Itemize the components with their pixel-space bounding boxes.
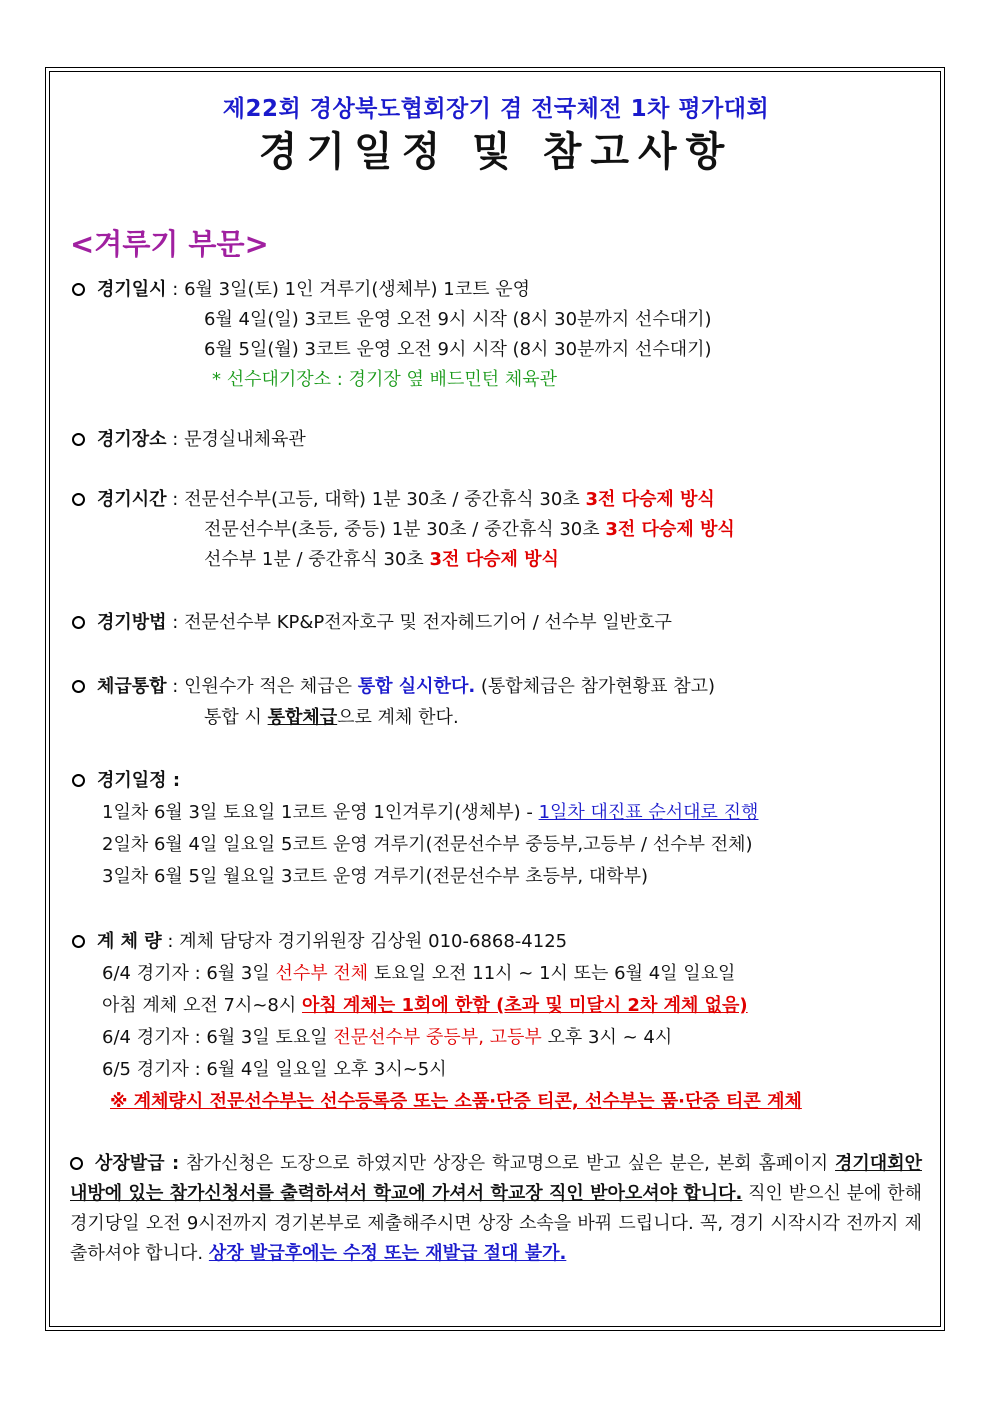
weigh-line-3: 6/4 경기자 : 6월 3일 토요일 전문선수부 중등부, 고등부 오후 3시 ~ 4시 — [102, 1027, 673, 1048]
weigh-line-1: 6/4 경기자 : 6월 3일 선수부 전체 토요일 오전 11시 ~ 1시 또는 6월 4일 일요일 — [102, 963, 736, 984]
circle-bullet-icon — [72, 433, 85, 446]
merge-highlight: 통합 실시한다. — [357, 676, 476, 697]
schedule-line-1: 6월 3일(토) 1인 겨루기(생체부) 1코트 운영 — [184, 279, 531, 300]
match-format-highlight: 3전 다승제 방식 — [605, 519, 735, 540]
merged-class-term: 통합체급 — [267, 707, 338, 728]
time-row: 경기시간 : 전문선수부(고등, 대학) 1분 30초 / 중간휴식 30초 3전 다승제 방식 — [72, 489, 715, 511]
circle-bullet-icon — [72, 680, 85, 693]
games-row — [72, 770, 180, 792]
match-format-highlight: 3전 다승제 방식 — [429, 549, 559, 570]
venue-label: 경기장소 — [97, 429, 167, 450]
venue-row: 경기장소 : 문경실내체육관 — [72, 429, 306, 451]
games-day-1: 1일차 6월 3일 토요일 1코트 운영 1인겨루기(생체부) - 1일차 대진표 순서대로 진행 — [102, 802, 759, 823]
award-no-reissue: 상장 발급후에는 수정 또는 재발급 절대 불가. — [208, 1243, 567, 1264]
circle-bullet-icon — [72, 283, 85, 296]
merge-line-2: 통합 시 통합체급으로 계체 한다. — [204, 707, 459, 728]
circle-bullet-icon — [70, 1157, 83, 1170]
schedule-label: 경기일시 — [97, 279, 167, 300]
method-value: 전문선수부 KP&P전자호구 및 전자헤드기어 / 선수부 일반호구 — [184, 612, 672, 633]
circle-bullet-icon — [72, 493, 85, 506]
circle-bullet-icon — [72, 616, 85, 629]
weigh-label: 계 체 량 — [97, 931, 162, 952]
circle-bullet-icon — [72, 935, 85, 948]
award-instruction: 경기대회안내방에 있는 참가신청서를 출력하셔서 학교에 가셔서 학교장 직인 받아오셔야 합니다. — [70, 1153, 922, 1204]
weigh-line-2: 아침 계체 오전 7시~8시 아침 계체는 1회에 한함 (초과 및 미달시 2차 계체 없음) — [102, 995, 748, 1016]
weigh-id-notice: ※ 계체량시 전문선수부는 선수등록증 또는 소품·단증 티콘, 선수부는 품·단증 티콘 계체 — [110, 1091, 802, 1112]
time-line-2: 전문선수부(초등, 중등) 1분 30초 / 중간휴식 30초 3전 다승제 방식 — [204, 519, 735, 540]
time-label: 경기시간 — [97, 489, 167, 510]
weigh-line-4: 6/5 경기자 : 6월 4일 일요일 오후 3시~5시 — [102, 1059, 447, 1080]
time-line-3: 선수부 1분 / 중간휴식 30초 3전 다승제 방식 — [204, 549, 559, 570]
award-paragraph: 상장발급 : 참가신청은 도장으로 하였지만 상장은 학교명으로 받고 싶은 분은, 본회 홈페이지 경기대회안내방에 있는 참가신청서를 출력하셔서 학교에 가셔서 학교장 직인 받아오셔야 합니다. 직인 받으신 분에 한해 경기당일 오전 9시전까지 경기본부로 제출해주시면 상장 소속을 바꿔 드립니다. 꼭, 경기 시작시각 전까지 제출하셔야 합니다. 상장 발급후에는 수정 또는 재발급 절대 불가. — [70, 1153, 922, 1264]
games-label: 경기일정 : — [97, 770, 181, 791]
venue-value: 문경실내체육관 — [184, 429, 306, 450]
merge-label: 체급통합 — [97, 676, 167, 697]
day1-bracket-link[interactable]: 1일차 대진표 순서대로 진행 — [538, 802, 759, 823]
weigh-once-warning: 아침 계체는 1회에 한함 (초과 및 미달시 2차 계체 없음) — [301, 995, 748, 1016]
waiting-place-note: * 선수대기장소 : 경기장 옆 배드민턴 체육관 — [212, 369, 557, 390]
method-row: 경기방법 : 전문선수부 KP&P전자호구 및 전자헤드기어 / 선수부 일반호구 — [72, 612, 672, 634]
method-label: 경기방법 — [97, 612, 167, 633]
circle-bullet-icon — [72, 774, 85, 787]
schedule-row: 경기일시 : 6월 3일(토) 1인 겨루기(생체부) 1코트 운영 — [72, 279, 530, 301]
award-label: 상장발급 : — [95, 1153, 180, 1174]
schedule-line-2: 6월 4일(일) 3코트 운영 오전 9시 시작 (8시 30분까지 선수대기) — [204, 309, 712, 330]
games-day-2: 2일차 6월 4일 일요일 5코트 운영 겨루기(전문선수부 중등부,고등부 / 선수부 전체) — [102, 834, 753, 855]
page-title: 경기일정 및 참고사항 — [258, 129, 734, 175]
match-format-highlight: 3전 다승제 방식 — [585, 489, 715, 510]
section-heading: <겨루기 부문> — [70, 227, 269, 261]
schedule-line-3: 6월 5일(월) 3코트 운영 오전 9시 시작 (8시 30분까지 선수대기) — [204, 339, 712, 360]
games-day-3: 3일차 6월 5일 월요일 3코트 운영 겨루기(전문선수부 초등부, 대학부) — [102, 866, 649, 887]
merge-row: 체급통합 : 인원수가 적은 체급은 통합 실시한다. (통합체급은 참가현황표 참고) — [72, 676, 715, 698]
weigh-row: 계 체 량 : 계체 담당자 경기위원장 김상원 010-6868-4125 — [72, 931, 567, 953]
weigh-contact: 계체 담당자 경기위원장 김상원 010-6868-4125 — [179, 931, 568, 952]
event-title: 제22회 경상북도협회장기 겸 전국체전 1차 평가대회 — [222, 96, 770, 122]
